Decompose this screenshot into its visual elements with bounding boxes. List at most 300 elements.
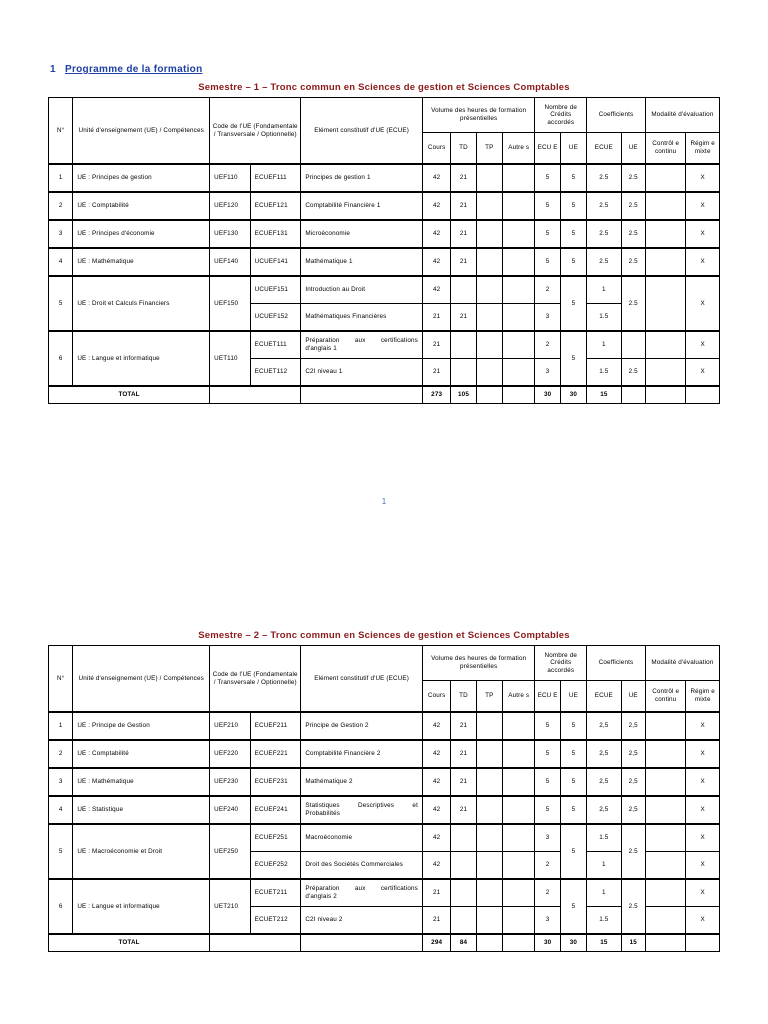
ecue-name: Droit des Sociétés Commerciales bbox=[301, 852, 423, 880]
regime-mixte: X bbox=[686, 331, 720, 359]
coef-ue: 2.5 bbox=[621, 276, 645, 331]
ue-name: UE : Comptabilité bbox=[73, 192, 210, 220]
header-credits: Nombre de Crédits accordés bbox=[535, 646, 587, 681]
hours-td bbox=[451, 276, 476, 304]
ecue-code: ECUET211 bbox=[250, 879, 301, 907]
total-credits-ue: 30 bbox=[560, 386, 586, 404]
ue-code: UEF250 bbox=[210, 824, 251, 879]
header-credits-ue: UE bbox=[560, 681, 586, 713]
hours-autres bbox=[503, 907, 535, 935]
regime-mixte: X bbox=[686, 359, 720, 387]
hours-tp bbox=[476, 824, 502, 852]
table-row bbox=[49, 712, 720, 740]
hours-tp bbox=[476, 879, 502, 907]
hours-autres bbox=[503, 879, 535, 907]
section-title-link[interactable]: Programme de la formation bbox=[64, 64, 203, 75]
credits-ecue: 5 bbox=[535, 192, 560, 220]
credits-ue: 5 bbox=[560, 164, 586, 192]
hours-td bbox=[451, 879, 476, 907]
credits-ecue: 5 bbox=[535, 768, 560, 796]
hours-td bbox=[451, 331, 476, 359]
ecue-name: Principe de Gestion 2 bbox=[301, 712, 423, 740]
row-number: 5 bbox=[49, 276, 73, 331]
hours-td: 21 bbox=[451, 192, 476, 220]
total-regime bbox=[686, 934, 720, 952]
ue-code: UEF220 bbox=[210, 740, 251, 768]
header-coef-ecue: ECUE bbox=[587, 133, 621, 165]
controle-continu bbox=[645, 768, 686, 796]
row-number: 4 bbox=[49, 248, 73, 276]
header-credits-ue: UE bbox=[560, 133, 586, 165]
regime-mixte: X bbox=[686, 192, 720, 220]
hours-tp bbox=[476, 796, 502, 824]
total-coef-ecue: 15 bbox=[587, 386, 621, 404]
hours-cours: 42 bbox=[422, 220, 450, 248]
hours-td bbox=[451, 824, 476, 852]
table-row bbox=[49, 740, 720, 768]
coef-ue: 2.5 bbox=[621, 359, 645, 387]
total-controle bbox=[645, 386, 686, 404]
coef-ecue: 1.5 bbox=[587, 824, 621, 852]
credits-ue: 5 bbox=[560, 220, 586, 248]
header-coef-ecue: ECUE bbox=[587, 681, 621, 713]
ecue-name: Macroéconomie bbox=[301, 824, 423, 852]
coef-ecue: 2.5 bbox=[587, 220, 621, 248]
ue-code: UEF120 bbox=[210, 192, 251, 220]
ue-name: UE : Comptabilité bbox=[73, 740, 210, 768]
hours-cours: 42 bbox=[422, 248, 450, 276]
hours-autres bbox=[503, 852, 535, 880]
ecue-code: ECUEF251 bbox=[250, 824, 301, 852]
hours-td bbox=[451, 359, 476, 387]
coef-ecue: 2,5 bbox=[587, 796, 621, 824]
ecue-name: Préparation aux certifications d'anglais 1 bbox=[301, 331, 423, 359]
credits-ecue: 3 bbox=[535, 907, 560, 935]
controle-continu bbox=[645, 164, 686, 192]
hours-cours: 42 bbox=[422, 164, 450, 192]
total-coef-ue bbox=[621, 386, 645, 404]
hours-autres bbox=[503, 164, 535, 192]
total-coef-ecue: 15 bbox=[587, 934, 621, 952]
credits-ecue: 2 bbox=[535, 879, 560, 907]
total-credits-ecue: 30 bbox=[535, 386, 560, 404]
coef-ecue: 2,5 bbox=[587, 768, 621, 796]
coef-ecue: 1 bbox=[587, 879, 621, 907]
ue-name: UE : Langue et informatique bbox=[73, 879, 210, 934]
ue-name: UE : Statistique bbox=[73, 796, 210, 824]
total-empty bbox=[210, 934, 301, 952]
credits-ecue: 2 bbox=[535, 852, 560, 880]
hours-cours: 42 bbox=[422, 768, 450, 796]
semester-1-title: Semestre – 1 – Tronc commun en Sciences de gestion et Sciences Comptables bbox=[198, 82, 570, 93]
hours-tp bbox=[476, 304, 502, 332]
hours-tp bbox=[476, 359, 502, 387]
coef-ue: 2.5 bbox=[621, 192, 645, 220]
hours-tp bbox=[476, 164, 502, 192]
controle-continu bbox=[645, 879, 686, 907]
header-code: Code de l'UE (Fondamentale / Transversale / Optionnelle) bbox=[210, 646, 301, 713]
regime-mixte: X bbox=[686, 852, 720, 880]
ue-name: UE : Mathématique bbox=[73, 248, 210, 276]
coef-ue: 2.5 bbox=[621, 164, 645, 192]
controle-continu bbox=[645, 331, 686, 359]
ue-name: UE : Principes de gestion bbox=[73, 164, 210, 192]
credits-ue: 5 bbox=[560, 879, 586, 934]
header-coef-ue: UE bbox=[621, 133, 645, 165]
hours-tp bbox=[476, 907, 502, 935]
ecue-code: ECUET112 bbox=[250, 359, 301, 387]
coef-ecue: 1 bbox=[587, 276, 621, 304]
ecue-code: UCUEF152 bbox=[250, 304, 301, 332]
hours-td: 21 bbox=[451, 796, 476, 824]
ecue-name: Préparation aux certifications d'anglais 2 bbox=[301, 879, 423, 907]
ue-name: UE : Principe de Gestion bbox=[73, 712, 210, 740]
regime-mixte: X bbox=[686, 220, 720, 248]
coef-ue: 2.5 bbox=[621, 220, 645, 248]
credits-ue: 5 bbox=[560, 768, 586, 796]
controle-continu bbox=[645, 220, 686, 248]
controle-continu bbox=[645, 796, 686, 824]
coef-ue: 2,5 bbox=[621, 768, 645, 796]
coef-ecue: 1 bbox=[587, 852, 621, 880]
table-row bbox=[49, 164, 720, 192]
credits-ecue: 3 bbox=[535, 824, 560, 852]
credits-ecue: 5 bbox=[535, 796, 560, 824]
hours-cours: 42 bbox=[422, 852, 450, 880]
controle-continu bbox=[645, 824, 686, 852]
hours-tp bbox=[476, 712, 502, 740]
hours-cours: 21 bbox=[422, 359, 450, 387]
total-regime bbox=[686, 386, 720, 404]
hours-cours: 21 bbox=[422, 304, 450, 332]
credits-ue: 5 bbox=[560, 712, 586, 740]
ecue-code: ECUEF231 bbox=[250, 768, 301, 796]
ecue-name: Mathématique 2 bbox=[301, 768, 423, 796]
total-label: TOTAL bbox=[49, 386, 210, 404]
header-volume: Volume des heures de formation présentielles bbox=[422, 646, 534, 681]
header-ue: Unité d'enseignement (UE) / Compétences bbox=[73, 98, 210, 165]
header-cours: Cours bbox=[422, 133, 450, 165]
ue-code: UET110 bbox=[210, 331, 251, 386]
total-td: 84 bbox=[451, 934, 476, 952]
ecue-name: Introduction au Droit bbox=[301, 276, 423, 304]
hours-td: 21 bbox=[451, 304, 476, 332]
credits-ecue: 5 bbox=[535, 164, 560, 192]
header-cours: Cours bbox=[422, 681, 450, 713]
regime-mixte: X bbox=[686, 907, 720, 935]
row-number: 3 bbox=[49, 220, 73, 248]
regime-mixte: X bbox=[686, 248, 720, 276]
coef-ue: 2.5 bbox=[621, 824, 645, 879]
regime-mixte: X bbox=[686, 879, 720, 907]
ecue-name: Statistiques Descriptives et Probabilités bbox=[301, 796, 423, 824]
hours-autres bbox=[503, 304, 535, 332]
coef-ecue: 2.5 bbox=[587, 164, 621, 192]
header-num: N° bbox=[49, 646, 73, 713]
ue-name: UE : Mathématique bbox=[73, 768, 210, 796]
row-number: 2 bbox=[49, 740, 73, 768]
header-autres: Autre s bbox=[503, 133, 535, 165]
hours-td: 21 bbox=[451, 164, 476, 192]
total-autres bbox=[503, 386, 535, 404]
header-controle: Contrôl e continu bbox=[645, 133, 686, 165]
header-ecue: Elément constitutif d'UE (ECUE) bbox=[301, 646, 423, 713]
ue-code: UET210 bbox=[210, 879, 251, 934]
regime-mixte: X bbox=[686, 824, 720, 852]
total-cours: 273 bbox=[422, 386, 450, 404]
ue-code: UEF230 bbox=[210, 768, 251, 796]
coef-ecue: 2,5 bbox=[587, 740, 621, 768]
hours-cours: 21 bbox=[422, 331, 450, 359]
total-row bbox=[49, 934, 720, 952]
hours-autres bbox=[503, 331, 535, 359]
table-row bbox=[49, 796, 720, 824]
header-coefficients: Coefficients bbox=[587, 98, 646, 133]
controle-continu bbox=[645, 907, 686, 935]
hours-autres bbox=[503, 824, 535, 852]
credits-ue: 5 bbox=[560, 248, 586, 276]
ecue-code: ECUEF121 bbox=[250, 192, 301, 220]
semester-1-table bbox=[48, 97, 720, 404]
ecue-code: ECUET111 bbox=[250, 331, 301, 359]
regime-mixte: X bbox=[686, 796, 720, 824]
hours-autres bbox=[503, 220, 535, 248]
hours-cours: 42 bbox=[422, 712, 450, 740]
header-code: Code de l'UE (Fondamentale / Transversale / Optionnelle) bbox=[210, 98, 301, 165]
table-row bbox=[49, 276, 720, 304]
regime-mixte: X bbox=[686, 740, 720, 768]
hours-autres bbox=[503, 248, 535, 276]
row-number: 2 bbox=[49, 192, 73, 220]
ue-code: UEF210 bbox=[210, 712, 251, 740]
hours-tp bbox=[476, 331, 502, 359]
hours-td: 21 bbox=[451, 768, 476, 796]
total-coef-ue: 15 bbox=[621, 934, 645, 952]
hours-td bbox=[451, 852, 476, 880]
credits-ue: 5 bbox=[560, 276, 586, 331]
hours-cours: 42 bbox=[422, 740, 450, 768]
coef-ecue: 2.5 bbox=[587, 248, 621, 276]
total-empty bbox=[301, 934, 423, 952]
ecue-name: Principes de gestion 1 bbox=[301, 164, 423, 192]
total-td: 105 bbox=[451, 386, 476, 404]
credits-ecue: 3 bbox=[535, 304, 560, 332]
controle-continu bbox=[645, 712, 686, 740]
credits-ecue: 5 bbox=[535, 740, 560, 768]
header-coef-ue: UE bbox=[621, 681, 645, 713]
hours-cours: 42 bbox=[422, 824, 450, 852]
ue-code: UEF150 bbox=[210, 276, 251, 331]
section-heading[interactable] bbox=[50, 64, 203, 75]
ecue-code: ECUEF252 bbox=[250, 852, 301, 880]
ecue-code: ECUEF211 bbox=[250, 712, 301, 740]
hours-autres bbox=[503, 796, 535, 824]
total-credits-ecue: 30 bbox=[535, 934, 560, 952]
coef-ecue: 1.5 bbox=[587, 359, 621, 387]
header-modalite: Modalité d'évaluation bbox=[645, 98, 719, 133]
coef-ue: 2,5 bbox=[621, 740, 645, 768]
hours-cours: 42 bbox=[422, 192, 450, 220]
ue-name: UE : Macroéconomie et Droit bbox=[73, 824, 210, 879]
ecue-name: Mathématiques Financières bbox=[301, 304, 423, 332]
ecue-name: Mathématique 1 bbox=[301, 248, 423, 276]
total-credits-ue: 30 bbox=[560, 934, 586, 952]
header-credits-ecue: ECU E bbox=[535, 681, 560, 713]
header-td: TD bbox=[451, 681, 476, 713]
ecue-code: ECUEF241 bbox=[250, 796, 301, 824]
controle-continu bbox=[645, 359, 686, 387]
hours-autres bbox=[503, 768, 535, 796]
credits-ecue: 2 bbox=[535, 276, 560, 304]
row-number: 6 bbox=[49, 879, 73, 934]
hours-td: 21 bbox=[451, 740, 476, 768]
credits-ue: 5 bbox=[560, 192, 586, 220]
header-controle: Contrôl e continu bbox=[645, 681, 686, 713]
row-number: 6 bbox=[49, 331, 73, 386]
total-autres bbox=[503, 934, 535, 952]
ue-code: UEF130 bbox=[210, 220, 251, 248]
ecue-code: ECUEF221 bbox=[250, 740, 301, 768]
hours-tp bbox=[476, 192, 502, 220]
ecue-code: ECUET212 bbox=[250, 907, 301, 935]
hours-td: 21 bbox=[451, 712, 476, 740]
ue-code: UEF140 bbox=[210, 248, 251, 276]
credits-ue: 5 bbox=[560, 331, 586, 386]
coef-ecue: 1.5 bbox=[587, 907, 621, 935]
total-row bbox=[49, 386, 720, 404]
header-autres: Autre s bbox=[503, 681, 535, 713]
credits-ue: 5 bbox=[560, 740, 586, 768]
header-credits: Nombre de Crédits accordés bbox=[535, 98, 587, 133]
controle-continu bbox=[645, 192, 686, 220]
header-coefficients: Coefficients bbox=[587, 646, 646, 681]
total-empty bbox=[210, 386, 301, 404]
credits-ecue: 5 bbox=[535, 220, 560, 248]
hours-tp bbox=[476, 740, 502, 768]
ue-name: UE : Principes d'économie bbox=[73, 220, 210, 248]
ecue-name: Comptabilité Financière 1 bbox=[301, 192, 423, 220]
hours-autres bbox=[503, 276, 535, 304]
hours-autres bbox=[503, 740, 535, 768]
hours-td bbox=[451, 907, 476, 935]
ue-code: UEF240 bbox=[210, 796, 251, 824]
hours-autres bbox=[503, 712, 535, 740]
controle-continu bbox=[645, 276, 686, 331]
row-number: 4 bbox=[49, 796, 73, 824]
coef-ue: 2.5 bbox=[621, 879, 645, 934]
hours-tp bbox=[476, 248, 502, 276]
total-empty bbox=[301, 386, 423, 404]
coef-ecue: 1 bbox=[587, 331, 621, 359]
header-ecue: Elément constitutif d'UE (ECUE) bbox=[301, 98, 423, 165]
header-row bbox=[49, 646, 720, 681]
total-label: TOTAL bbox=[49, 934, 210, 952]
header-ue: Unité d'enseignement (UE) / Compétences bbox=[73, 646, 210, 713]
table-row bbox=[49, 824, 720, 852]
credits-ecue: 5 bbox=[535, 248, 560, 276]
hours-tp bbox=[476, 768, 502, 796]
ue-name: UE : Droit et Calculs Financiers bbox=[73, 276, 210, 331]
table-row bbox=[49, 331, 720, 359]
ue-name: UE : Langue et informatique bbox=[73, 331, 210, 386]
hours-cours: 42 bbox=[422, 796, 450, 824]
hours-td: 21 bbox=[451, 220, 476, 248]
header-num: N° bbox=[49, 98, 73, 165]
coef-ue bbox=[621, 331, 645, 359]
total-cours: 294 bbox=[422, 934, 450, 952]
credits-ecue: 3 bbox=[535, 359, 560, 387]
ecue-name: C2I niveau 1 bbox=[301, 359, 423, 387]
table-row bbox=[49, 192, 720, 220]
ecue-code: ECUEF131 bbox=[250, 220, 301, 248]
hours-autres bbox=[503, 192, 535, 220]
total-tp bbox=[476, 934, 502, 952]
ecue-code: UCUEF151 bbox=[250, 276, 301, 304]
coef-ecue: 1.5 bbox=[587, 304, 621, 332]
regime-mixte: X bbox=[686, 712, 720, 740]
coef-ue: 2,5 bbox=[621, 796, 645, 824]
hours-tp bbox=[476, 220, 502, 248]
controle-continu bbox=[645, 852, 686, 880]
hours-cours: 21 bbox=[422, 879, 450, 907]
coef-ue: 2,5 bbox=[621, 712, 645, 740]
regime-mixte: X bbox=[686, 164, 720, 192]
row-number: 3 bbox=[49, 768, 73, 796]
table-row bbox=[49, 879, 720, 907]
header-modalite: Modalité d'évaluation bbox=[645, 646, 719, 681]
ue-code: UEF110 bbox=[210, 164, 251, 192]
header-td: TD bbox=[451, 133, 476, 165]
row-number: 1 bbox=[49, 164, 73, 192]
header-tp: TP bbox=[476, 133, 502, 165]
hours-td: 21 bbox=[451, 248, 476, 276]
coef-ue: 2.5 bbox=[621, 248, 645, 276]
table-row bbox=[49, 248, 720, 276]
ecue-name: Microéconomie bbox=[301, 220, 423, 248]
credits-ecue: 5 bbox=[535, 712, 560, 740]
semester-2-table bbox=[48, 645, 720, 952]
header-volume: Volume des heures de formation présentielles bbox=[422, 98, 534, 133]
coef-ecue: 2.5 bbox=[587, 192, 621, 220]
header-regime: Régim e mixte bbox=[686, 133, 720, 165]
ecue-name: C2I niveau 2 bbox=[301, 907, 423, 935]
header-credits-ecue: ECU E bbox=[535, 133, 560, 165]
header-tp: TP bbox=[476, 681, 502, 713]
total-tp bbox=[476, 386, 502, 404]
ecue-name: Comptabilité Financière 2 bbox=[301, 740, 423, 768]
controle-continu bbox=[645, 740, 686, 768]
credits-ecue: 2 bbox=[535, 331, 560, 359]
hours-autres bbox=[503, 359, 535, 387]
controle-continu bbox=[645, 248, 686, 276]
header-regime: Régim e mixte bbox=[686, 681, 720, 713]
page-number: 1 bbox=[381, 497, 387, 506]
section-number: 1 bbox=[50, 64, 56, 75]
header-row bbox=[49, 98, 720, 133]
hours-tp bbox=[476, 852, 502, 880]
credits-ue: 5 bbox=[560, 796, 586, 824]
credits-ue: 5 bbox=[560, 824, 586, 879]
table-row bbox=[49, 768, 720, 796]
ecue-code: UCUEF141 bbox=[250, 248, 301, 276]
semester-2-title: Semestre – 2 – Tronc commun en Sciences de gestion et Sciences Comptables bbox=[198, 630, 570, 641]
hours-cours: 21 bbox=[422, 907, 450, 935]
regime-mixte: X bbox=[686, 768, 720, 796]
hours-tp bbox=[476, 276, 502, 304]
table-row bbox=[49, 220, 720, 248]
row-number: 5 bbox=[49, 824, 73, 879]
coef-ecue: 2,5 bbox=[587, 712, 621, 740]
